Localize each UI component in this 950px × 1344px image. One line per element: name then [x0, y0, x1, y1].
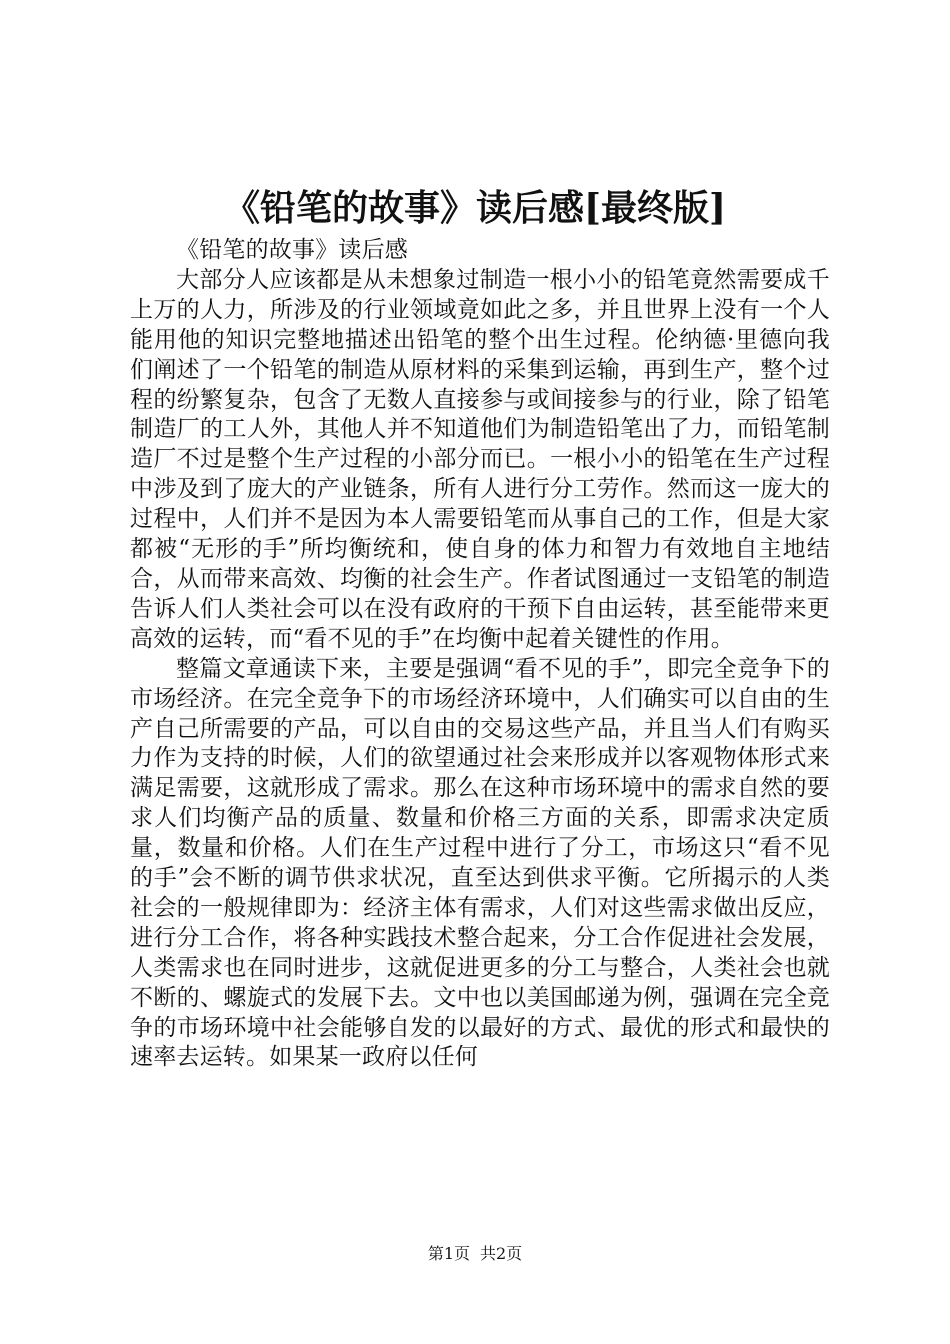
document-title: 《铅笔的故事》读后感[最终版] [223, 187, 727, 229]
page-footer [0, 1242, 950, 1266]
paragraph-1: 大部分人应该都是从未想象过制造一根小小的铅笔竟然需要成千上万的人力，所涉及的行业领域竟如此之多，并且世界上没有一个人能用他的知识完整地描述出铅笔的整个出生过程。伦纳德·里德向我们阐述了一个铅笔的制造从原材料的采集到运输，再到生产，整个过程的纷繁复杂，包含了无数人直接参与或间接参与的行业，除了铅笔制造厂的工人外，其他人并不知道他们为制造铅笔出了力，而铅笔制造厂不过是整个生产过程的小部分而已。一根小小的铅笔在生产过程中涉及到了庞大的产业链条，所有人进行分工劳作。然而这一庞大的过程中，人们并不是因为本人需要铅笔而从事自己的工作，但是大家都被“无形的手”所均衡统和，使自身的体力和智力有效地自主地结合，从而带来高效、均衡的社会生产。作者试图通过一支铅笔的制造告诉人们人类社会可以在没有政府的干预下自由运转，甚至能带来更高效的运转，而“看不见的手”在均衡中起着关键性的作用。 [130, 266, 830, 652]
document-body [130, 236, 830, 1073]
page-number: 第1页 [427, 1244, 470, 1263]
document-subtitle: 《铅笔的故事》读后感 [176, 237, 408, 263]
paragraph-2: 整篇文章通读下来，主要是强调“看不见的手”，即完全竞争下的市场经济。在完全竞争下的市场经济环境中，人们确实可以自由的生产自己所需要的产品，可以自由的交易这些产品，并且当人们有购买力作为支持的时候，人们的欲望通过社会来形成并以客观物体形式来满足需要，这就形成了需求。那么在这种市场环境中的需求自然的要求人们均衡产品的质量、数量和价格三方面的关系，即需求决定质量，数量和价格。人们在生产过程中进行了分工，市场这只“看不见的手”会不断的调节供求状况，直至达到供求平衡。它所揭示的人类社会的一般规律即为：经济主体有需求，人们对这些需求做出反应，进行分工合作，将各种实践技术整合起来，分工合作促进社会发展，人类需求也在同时进步，这就促进更多的分工与整合，人类社会也就不断的、螺旋式的发展下去。文中也以美国邮递为例，强调在完全竞争的市场环境中社会能够自发的以最好的方式、最优的形式和最快的速率去运转。如果某一政府以任何 [130, 655, 830, 1071]
page-total: 共2页 [480, 1244, 523, 1263]
